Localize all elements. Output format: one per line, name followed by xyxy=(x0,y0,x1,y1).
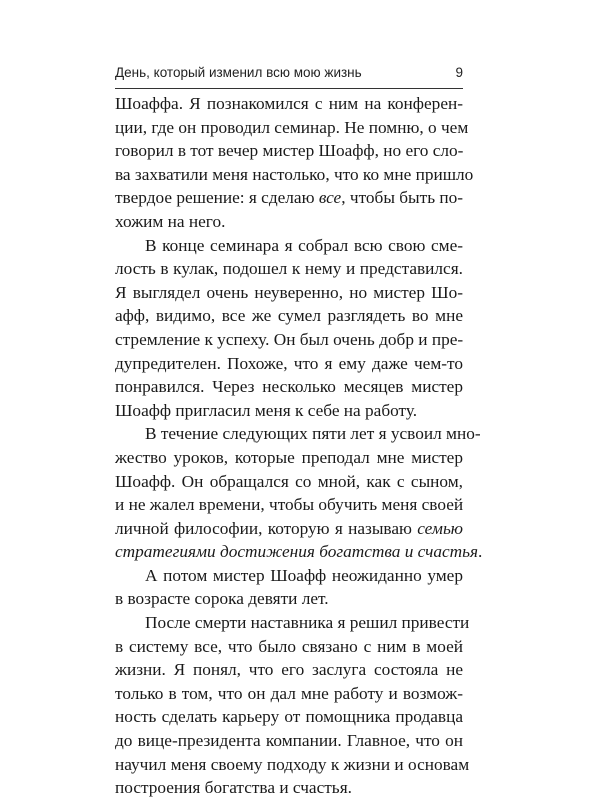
text-segment: понравился. Через несколько месяцев мистер xyxy=(115,377,463,397)
text-line xyxy=(115,139,463,163)
text-segment: хожим на него. xyxy=(115,211,226,231)
text-line xyxy=(115,564,463,588)
text-segment: научил меня своему подходу к жизни и основам xyxy=(115,754,470,774)
text-line xyxy=(115,729,463,753)
text-line xyxy=(115,682,463,706)
text-line xyxy=(115,658,463,682)
italic-text: стратегиями достижения богатства и счастья xyxy=(115,542,479,562)
text-line xyxy=(115,163,474,187)
text-line xyxy=(115,493,463,517)
text-segment: Шоафф. Он обращался со мной, как с сыном, xyxy=(115,471,463,491)
text-segment: , чтобы быть по- xyxy=(341,188,464,208)
text-segment: После смерти наставника я решил привести xyxy=(145,613,470,633)
text-line xyxy=(115,234,463,258)
text-line xyxy=(115,328,463,352)
text-line xyxy=(115,257,463,281)
text-line xyxy=(115,352,463,376)
text-line xyxy=(115,540,483,564)
text-line xyxy=(115,92,463,116)
chapter-title: День, который изменил всю мою жизнь xyxy=(115,65,362,80)
text-line xyxy=(115,186,463,210)
running-head xyxy=(115,64,463,82)
text-line xyxy=(115,611,470,635)
italic-text: семью xyxy=(417,518,463,538)
text-segment: личной философии, которую я называю xyxy=(115,518,418,538)
paragraph xyxy=(115,92,474,234)
text-segment: только в том, что он дал мне работу и возмож- xyxy=(115,683,463,703)
text-line xyxy=(115,446,463,470)
text-segment: А потом мистер Шоафф неожиданно умер xyxy=(145,565,463,585)
text-segment: твердое решение: я сделаю xyxy=(115,188,319,208)
text-segment: афф, видимо, все же сумел разглядеть во мне xyxy=(115,306,463,326)
text-segment: Шоафф пригласил меня к себе на работу. xyxy=(115,400,418,420)
paragraph xyxy=(115,611,470,800)
text-line xyxy=(115,635,463,659)
text-line xyxy=(115,304,463,328)
text-segment: ва захватили меня настолько, что ко мне пришло xyxy=(115,164,474,184)
text-segment: жизни. Я понял, что его заслуга состояла не xyxy=(115,660,463,680)
text-line xyxy=(115,116,469,140)
text-segment: лость в кулак, подошел к нему и представился. xyxy=(115,259,463,279)
header-rule xyxy=(115,88,463,89)
text-segment: дупредителен. Похоже, что я ему даже чем-то xyxy=(115,353,463,373)
text-segment: говорил в тот вечер мистер Шоафф, но его сло- xyxy=(115,141,464,161)
paragraph xyxy=(115,234,463,423)
text-line xyxy=(115,210,463,234)
page-number: 9 xyxy=(455,65,463,80)
text-segment: построения богатства и счастья. xyxy=(115,778,352,798)
text-segment: Я выглядел очень неуверенно, но мистер Шо- xyxy=(115,282,463,302)
text-segment: ции, где он проводил семинар. Не помню, о чем xyxy=(115,117,469,137)
text-line xyxy=(115,422,481,446)
paragraph xyxy=(115,422,483,564)
text-line xyxy=(115,281,463,305)
text-line xyxy=(115,375,463,399)
text-line xyxy=(115,470,463,494)
text-segment: до вице-президента компании. Главное, что он xyxy=(115,731,463,751)
paragraph xyxy=(115,564,463,611)
text-segment: в систему все, что было связано с ним в моей xyxy=(115,636,463,656)
text-line xyxy=(115,517,463,541)
italic-text: все xyxy=(318,188,342,208)
text-segment: стремление к успеху. Он был очень добр и пре- xyxy=(115,329,464,349)
text-segment: . xyxy=(478,542,483,562)
text-line xyxy=(115,753,470,777)
text-line xyxy=(115,399,463,423)
text-segment: и не жалел времени, чтобы обучить меня своей xyxy=(115,495,464,515)
text-line xyxy=(115,776,463,800)
text-segment: В конце семинара я собрал всю свою сме- xyxy=(145,235,463,255)
text-segment: в возрасте сорока девяти лет. xyxy=(115,589,329,609)
text-line xyxy=(115,587,463,611)
text-segment: ность сделать карьеру от помощника продавца xyxy=(115,707,463,727)
text-segment: Шоаффа. Я познакомился с ним на конферен- xyxy=(115,94,463,113)
text-line xyxy=(115,705,463,729)
body-text xyxy=(115,92,483,800)
text-segment: жество уроков, которые преподал мне мистер xyxy=(115,447,463,467)
text-segment: В течение следующих пяти лет я усвоил мно- xyxy=(145,424,481,444)
